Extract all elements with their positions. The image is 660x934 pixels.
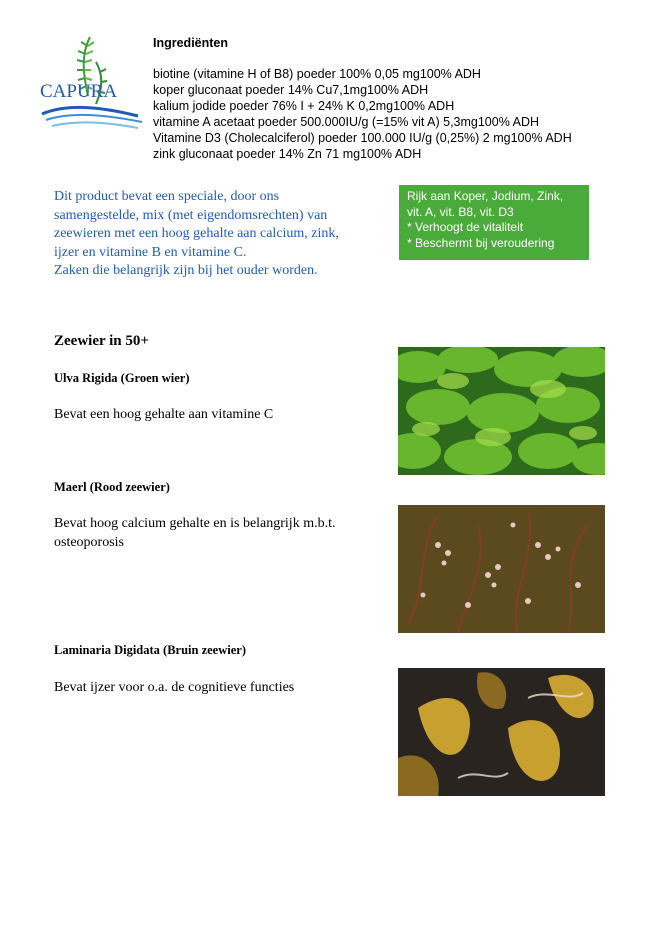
seaweed-description: Bevat hoog calcium gehalte en is belangrijk m.b.t. osteoporosis xyxy=(54,516,336,550)
seaweed-name: Maerl (Rood zeewier) xyxy=(54,480,170,494)
brown-seaweed-photo xyxy=(398,668,605,796)
seaweed-description: Bevat ijzer voor o.a. de cognitieve functies xyxy=(54,680,295,695)
highlight-line: vit. A, vit. B8, vit. D3 xyxy=(407,204,514,219)
highlight-line: * Beschermt bij veroudering xyxy=(407,235,555,250)
seaweed-section-title: Zeewier in 50+ xyxy=(54,333,149,349)
logo-text: CAPURA xyxy=(40,81,118,102)
red-seaweed-photo xyxy=(398,505,605,633)
seaweed-description: Bevat een hoog gehalte aan vitamine C xyxy=(54,407,274,422)
intro-line: Dit product bevat een speciale, door ons xyxy=(54,189,280,204)
highlight-line: Rijk aan Koper, Jodium, Zink, xyxy=(407,189,564,203)
ingredients-title: Ingrediënten xyxy=(153,36,229,50)
highlight-box xyxy=(399,185,589,260)
intro-line: ijzer en vitamine B en vitamine C. xyxy=(54,244,247,260)
ingredient-item: koper gluconaat poeder 14% Cu7,1mg100% ADH xyxy=(153,83,429,97)
intro-line: zeewieren met een hoog gehalte aan calcium, zink, xyxy=(54,226,339,241)
capura-logo xyxy=(38,32,146,136)
ingredient-item: vitamine A acetaat poeder 500.000IU/g (=15% vit A) 5,3mg100% ADH xyxy=(153,115,539,129)
seaweed-wave-logo-icon xyxy=(38,32,146,136)
highlight-line: * Verhoogt de vitaliteit xyxy=(407,220,524,234)
ingredient-item: kalium jodide poeder 76% I + 24% K 0,2mg100% ADH xyxy=(153,99,455,113)
ingredients-list xyxy=(153,66,572,162)
intro-line: samengestelde, mix (met eigendomsrechten) van xyxy=(54,207,328,223)
intro-text xyxy=(54,188,384,281)
green-seaweed-photo xyxy=(398,347,605,475)
intro-line: Zaken die belangrijk zijn bij het ouder worden. xyxy=(54,263,318,278)
ingredient-item: Vitamine D3 (Cholecalciferol) poeder 100.000 IU/g (0,25%) 2 mg100% ADH xyxy=(153,131,572,145)
ingredient-item: zink gluconaat poeder 14% Zn 71 mg100% ADH xyxy=(153,147,422,161)
seaweed-name: Laminaria Digidata (Bruin zeewier) xyxy=(54,643,246,657)
ingredient-item: biotine (vitamine H of B8) poeder 100% 0,05 mg100% ADH xyxy=(153,67,481,81)
seaweed-name: Ulva Rigida (Groen wier) xyxy=(54,371,190,385)
